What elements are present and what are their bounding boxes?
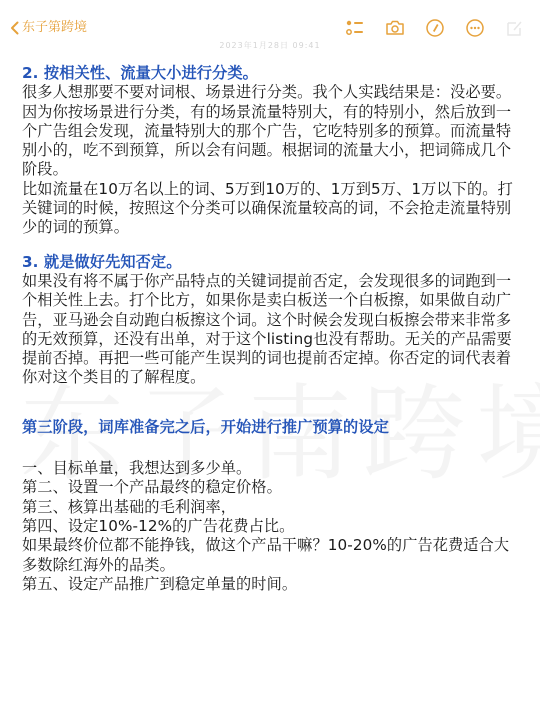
compose-icon[interactable]: [504, 17, 526, 39]
more-icon[interactable]: [464, 17, 486, 39]
step-4: 第四、设定10%-12%的广告花费占比。: [22, 516, 295, 535]
section-2-paragraph-1: 很多人想那要不要对词根、场景进行分类。我个人实践结果是：没必要。因为你按场景进行分类，有的场景流量特别大，有的特别小，然后放到一个广告组会发现，流量特别大的那个广告，它吃特别多的预算。而流量特别小的，吃不到预算，所以会有问题。根据词的流量大小，把词筛成几个阶段。: [22, 83, 512, 179]
section-2-paragraph-2: 比如流量在10万名以上的词、5万到10万的、1万到5万、1万以下的。打关键词的时候，按照这个分类可以确保流量较高的词，不会抢走流量特别少的词的预算。: [22, 179, 513, 237]
section-3-paragraph: 如果没有将不属于你产品特点的关键词提前否定，会发现很多的词跑到一个相关性上去。打个比方，如果你是卖白板送一个白板擦，如果做自动广告，亚马逊会自动跑白板擦这个词。这个时候会发现白板擦会带来非常多的无效预算，还没有出单，对于这个listing也没有帮助。无关的产品需要提前否掉。再把一些可能产生误判的词也提前否定掉。你否定的词代表着你对这个类目的了解程度。: [22, 271, 512, 387]
section-3-heading: 3. 就是做好先知否定。: [22, 252, 182, 271]
back-label: 东子第跨境: [22, 20, 88, 35]
step-1: 一、目标单量，我想达到多少单。: [22, 459, 252, 478]
note-body[interactable]: [22, 64, 520, 594]
camera-icon[interactable]: [384, 17, 406, 39]
note-date-header: 2023年1月28日 09:41: [219, 41, 321, 50]
step-note: 如果最终价位都不能挣钱，做这个产品干嘛？10-20%的广告花费适合大多数除红海外的品类。: [22, 536, 510, 574]
note-toolbar: [344, 17, 526, 39]
section-2-heading: 2. 按相关性、流量大小进行分类。: [22, 64, 258, 82]
back-button[interactable]: [10, 20, 87, 36]
top-bar: [0, 0, 540, 54]
checklist-icon[interactable]: [344, 17, 366, 39]
step-5: 第五、设定产品推广到稳定单量的时间。: [22, 574, 298, 593]
step-3: 第三、核算出基础的毛利润率，: [22, 497, 237, 516]
step-2: 第二、设置一个产品最终的稳定价格。: [22, 478, 282, 497]
pen-icon[interactable]: [424, 17, 446, 39]
chevron-left-icon: [10, 21, 20, 35]
stage-3-heading: 第三阶段，词库准备完之后，开始进行推广预算的设定: [22, 417, 389, 436]
